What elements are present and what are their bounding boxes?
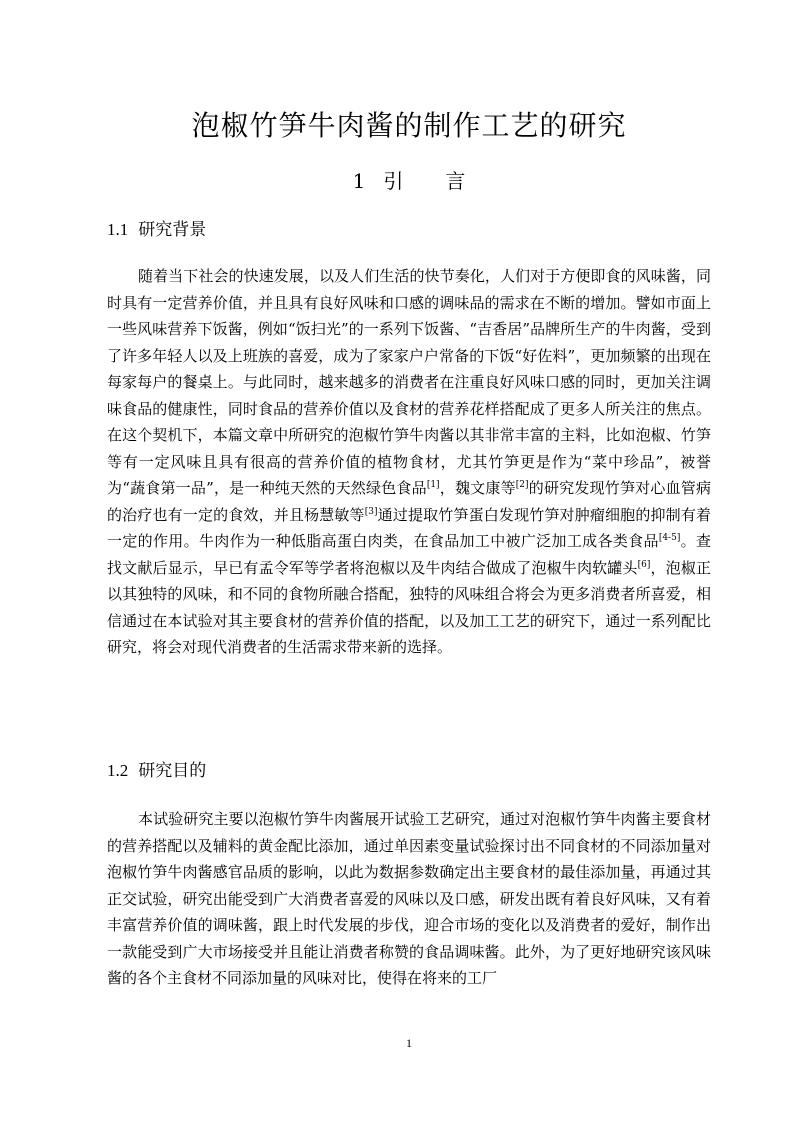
section-number: 1.1 bbox=[107, 220, 129, 239]
citation-ref: [1] bbox=[426, 480, 440, 490]
section-title: 研究目的 bbox=[138, 761, 207, 781]
chapter-heading bbox=[107, 166, 711, 196]
text-run: 的研究发现竹笋对心血管病的治疗也有一定的食效，并且杨慧敏等 bbox=[107, 479, 711, 524]
section-number: 1.2 bbox=[107, 761, 129, 780]
text-run: 随着当下社会的快速发展，以及人们生活的快节奏化，人们对于方便即食的风味酱，同时具有一定营养价值，并且具有良好风味和口感的调味品的需求在不断的增加。譬如市面上一些风味营养下饭酱，例如“饭扫光”的一系列下饭酱、“吉香居”品牌所生产的牛肉酱，受到了许多年轻人以及上班族的喜爱，成为了家家户户常备的下饭“好佐料”，更加频繁的出现在每家每户的餐桌上。与此同时，越来越多的消费者在注重良好风味口感的同时，更加关注调味食品的健康性，同时食品的营养价值以及食材的营养花样搭配成了更多人所关注的焦点。在这个契机下，本篇文章中所研究的泡椒竹笋牛肉酱以其非常丰富的主料，比如泡椒、竹笋等有一定风味且具有很高的营养价值的植物食材，尤其竹笋更是作为“菜中珍品”，被誉为“蔬食第一品”，是一种纯天然的天然绿色食品 bbox=[107, 267, 711, 497]
citation-ref: [6] bbox=[637, 559, 651, 570]
chapter-char-1: 引 bbox=[383, 169, 404, 193]
text-run: ，魏文康等 bbox=[439, 479, 516, 497]
chapter-char-2: 言 bbox=[445, 169, 466, 193]
chapter-number: 1 bbox=[352, 169, 366, 193]
paragraph-background bbox=[107, 263, 711, 661]
citation-ref: [2] bbox=[515, 480, 529, 490]
text-run: 。查找文献后显示，早已有孟令军等学者将泡椒以及牛肉结合做成了泡椒牛肉软罐头 bbox=[107, 532, 711, 577]
paper-title: 泡椒竹笋牛肉酱的制作工艺的研究 bbox=[191, 109, 627, 142]
citation-ref: [4-5] bbox=[658, 533, 681, 543]
citation-ref: [3] bbox=[364, 506, 378, 517]
paragraph-purpose: 本试验研究主要以泡椒竹笋牛肉酱展开试验工艺研究，通过对泡椒竹笋牛肉酱主要食材的营养搭配以及辅料的黄金配比添加，通过单因素变量试验探讨出不同食材的不同添加量对泡椒竹笋牛肉酱感官品质的影响，以此为数据参数确定出主要食材的最佳添加量，再通过其正交试验，研究出能受到广大消费者喜爱的风味以及口感，研发出既有着良好风味，又有着丰富营养价值的调味酱，跟上时代发展的步伐，迎合市场的变化以及消费者的爱好，制作出一款能受到广大市场接受并且能让消费者称赞的食品调味酱。此外，为了更好地研究该风味酱的各个主食材不同添加量的风味对比，使得在将来的工厂 bbox=[107, 810, 711, 987]
section-heading-1-2 bbox=[107, 758, 206, 784]
section-title: 研究背景 bbox=[138, 220, 207, 240]
section-heading-1-1 bbox=[107, 217, 206, 243]
text-run: 通过提取竹笋蛋白发现竹笋对肿瘤细胞的抑制有着一定的作用。牛肉作为一种低脂高蛋白肉类，在食品加工中被广泛加工成各类食品 bbox=[107, 505, 711, 550]
text-run: ，泡椒正以其独特的风味，和不同的食物所融合搭配，独特的风味组合将会为更多消费者所喜爱，相信通过在本试验对其主要食材的营养价值的搭配，以及加工工艺的研究下，通过一系列配比研究，将会对现代消费者的生活需求带来新的选择。 bbox=[107, 558, 711, 656]
page-number: 1 bbox=[406, 1036, 412, 1050]
